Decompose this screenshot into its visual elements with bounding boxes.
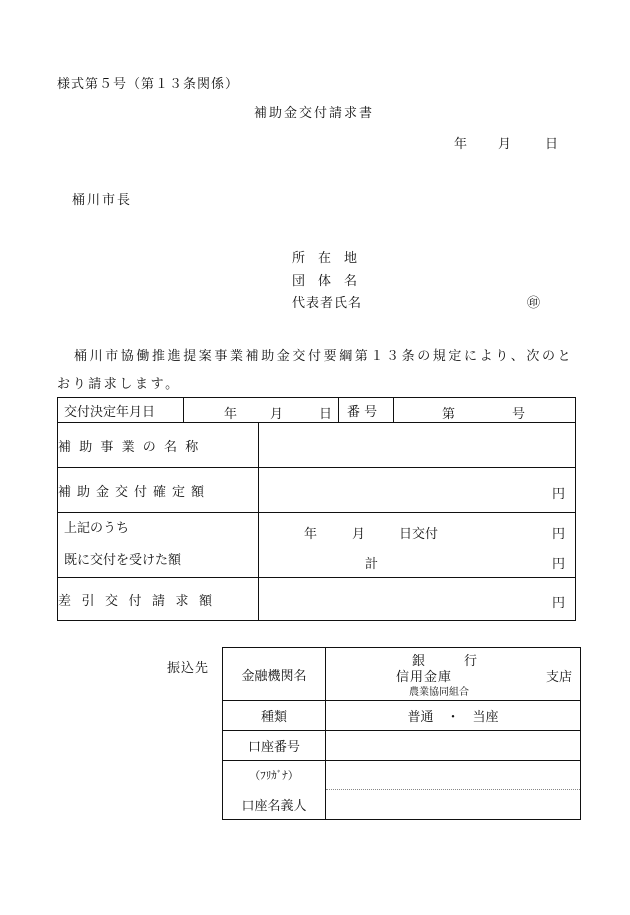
type-label: 種類 bbox=[223, 701, 326, 731]
prior-paid-value[interactable] bbox=[259, 513, 576, 578]
number-cell[interactable] bbox=[394, 398, 576, 423]
institution-label: 金融機関名 bbox=[223, 648, 326, 701]
date-month: 月 bbox=[498, 137, 512, 152]
prior-delivered: 日交付 bbox=[399, 527, 439, 542]
number-suffix: 号 bbox=[512, 407, 526, 422]
form-number: 様式第５号（第１３条関係） bbox=[57, 77, 240, 92]
decision-date-cell[interactable] bbox=[184, 398, 339, 423]
account-number-label: 口座番号 bbox=[223, 731, 326, 761]
prior-total: 計 bbox=[365, 557, 379, 572]
account-number-value[interactable] bbox=[326, 731, 581, 761]
transfer-label: 振込先 bbox=[167, 661, 210, 676]
address-label: 所 在 地 bbox=[292, 251, 358, 266]
balance-label: 差引交付請求額 bbox=[58, 578, 259, 621]
account-name-label: 口座名義人 bbox=[223, 790, 326, 820]
prior-paid-label bbox=[58, 513, 259, 578]
date-year: 年 bbox=[454, 137, 468, 152]
page-title: 補助金交付請求書 bbox=[254, 106, 375, 121]
furigana-value[interactable] bbox=[326, 761, 581, 790]
body-text-line2: おり請求します。 bbox=[57, 377, 181, 392]
body-text-line1: 桶川市協働推進提案事業補助金交付要綱第１３条の規定により、次のと bbox=[74, 349, 574, 364]
prior-paid-label-1: 上記のうち bbox=[64, 521, 130, 536]
bank-table bbox=[222, 647, 581, 820]
confirmed-amount-yen: 円 bbox=[551, 487, 565, 502]
noukyo-option: 農業協同組合 bbox=[409, 687, 469, 698]
representative-label: 代表者氏名 bbox=[292, 296, 363, 311]
decision-month: 月 bbox=[270, 407, 284, 422]
balance-value[interactable] bbox=[259, 578, 576, 621]
decision-date-label: 交付決定年月日 bbox=[58, 398, 184, 423]
number-label: 番 号 bbox=[339, 398, 394, 423]
institution-value[interactable] bbox=[326, 648, 581, 701]
date-day: 日 bbox=[545, 137, 559, 152]
bank-option: 銀 行 bbox=[412, 654, 478, 669]
group-name-label: 団 体 名 bbox=[292, 274, 358, 289]
prior-total-yen: 円 bbox=[551, 557, 565, 572]
confirmed-amount-label: 補助金交付確定額 bbox=[58, 468, 259, 513]
decision-year: 年 bbox=[224, 407, 238, 422]
account-name-value[interactable] bbox=[326, 790, 581, 820]
prior-year: 年 bbox=[304, 527, 318, 542]
decision-day: 日 bbox=[319, 407, 333, 422]
furigana-label: （ﾌﾘｶﾞﾅ） bbox=[223, 761, 326, 790]
balance-yen: 円 bbox=[551, 596, 565, 611]
prior-month: 月 bbox=[352, 527, 366, 542]
project-name-label: 補助事業の名称 bbox=[58, 423, 259, 468]
prior-paid-label-2: 既に交付を受けた額 bbox=[64, 553, 182, 568]
shinkin-option: 信用金庫 bbox=[396, 670, 453, 685]
request-table bbox=[57, 397, 576, 621]
addressee: 桶川市長 bbox=[72, 193, 133, 208]
confirmed-amount-value[interactable] bbox=[259, 468, 576, 513]
number-prefix: 第 bbox=[442, 407, 456, 422]
type-value[interactable]: 普通 ・ 当座 bbox=[326, 701, 581, 731]
seal-mark: ㊞ bbox=[527, 296, 541, 311]
branch-label: 支店 bbox=[546, 670, 573, 685]
project-name-value[interactable] bbox=[259, 423, 576, 468]
prior-paid-yen: 円 bbox=[551, 527, 565, 542]
